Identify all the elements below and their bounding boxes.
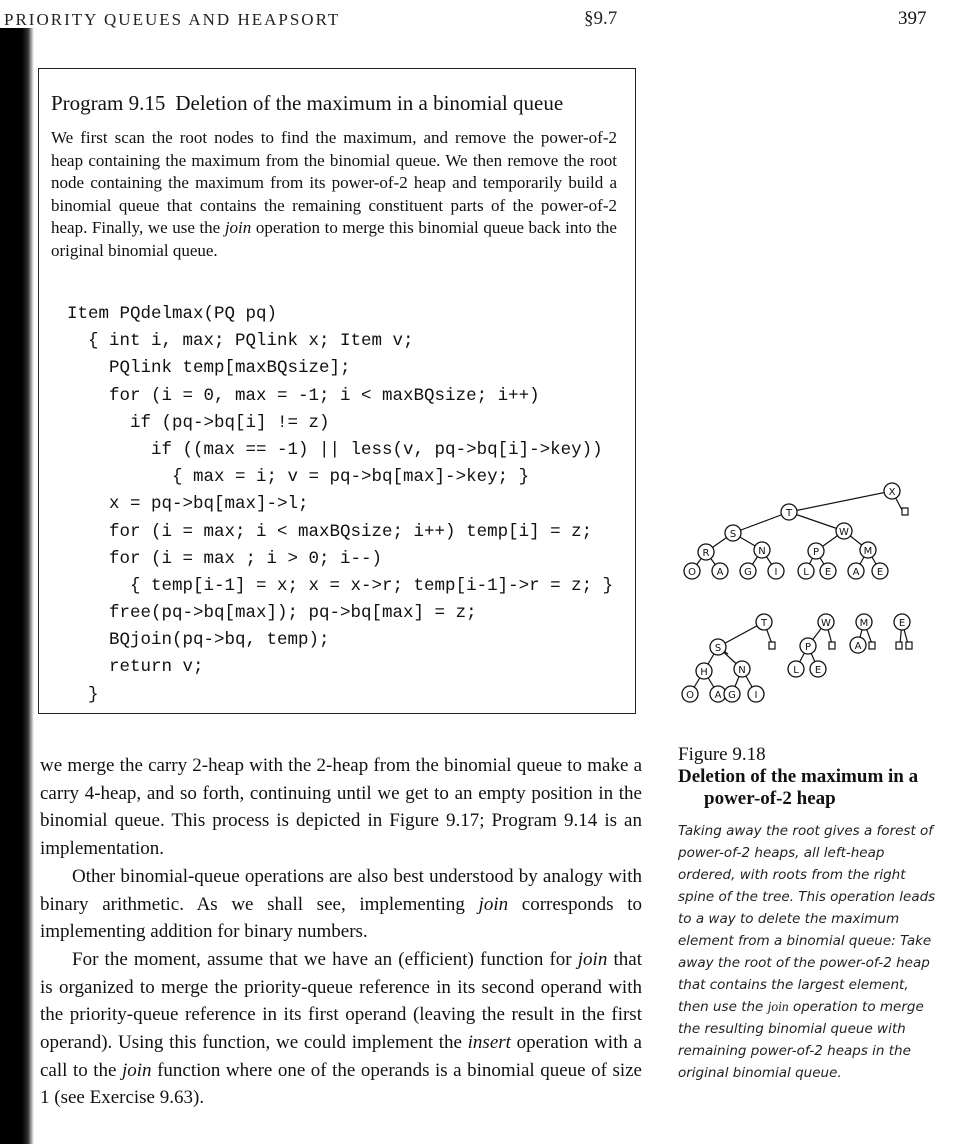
node-label: O (688, 567, 696, 578)
program-heading: Deletion of the maximum in a binomial queue (175, 91, 564, 115)
node-label: E (898, 618, 906, 629)
node-label: G (728, 690, 736, 701)
page-header (0, 4, 956, 28)
code-line: for (i = max ; i > 0; i--) (67, 548, 383, 569)
code-line: { temp[i-1] = x; x = x->r; temp[i-1]->r = z; } (67, 575, 614, 596)
program-title (51, 91, 563, 116)
figure-caption (678, 744, 940, 1084)
node-label: O (686, 690, 694, 701)
node-label: W (821, 618, 831, 629)
node-label: T (785, 508, 793, 519)
node-label: N (738, 665, 746, 676)
node-label: E (824, 567, 832, 578)
node-label: I (754, 690, 758, 701)
node-label: P (812, 547, 820, 558)
node-label: L (793, 665, 799, 676)
figure-title: Deletion of the maximum in a power-of-2 heap (678, 766, 919, 809)
node-label: L (803, 567, 809, 578)
tree-node-labels (686, 487, 905, 701)
running-head: PRIORITY QUEUES AND HEAPSORT (4, 10, 341, 29)
program-box (38, 68, 636, 714)
code-line: { max = i; v = pq->bq[max]->key; } (67, 467, 530, 488)
code-listing (67, 301, 613, 709)
code-line: if (pq->bq[i] != z) (67, 412, 330, 433)
node-label: M (859, 618, 869, 629)
node-label: N (758, 546, 766, 557)
node-label: W (839, 527, 849, 538)
code-line: Item PQdelmax(PQ pq) (67, 304, 278, 324)
node-label: P (804, 642, 812, 653)
node-label: M (863, 546, 873, 557)
body-paragraph-1: we merge the carry 2-heap with the 2-heap from the binomial queue to make a carry 4-heap, and so forth, continuing until we get to an empty position in the binomial queue. This process is depicted in Figure 9.17; Program 9.14 is an implementation. (40, 755, 642, 860)
node-label: S (729, 529, 737, 540)
node-label: A (714, 690, 722, 701)
code-line: PQlink temp[maxBQsize]; (67, 358, 351, 379)
figure-caption-text: Taking away the root gives a forest of power-of-2 heaps, all left-heap ordered, with roots from the right spine of the tree. This operation leads to a way to delete the maximum element from a binomial queue: Take away the root of the power-of-2 heap that contains the largest element, then use the join operation to merge the resulting binomial queue with remaining power-of-2 heaps in the original binomial queue. (678, 823, 936, 1081)
body-paragraph-2: Other binomial-queue operations are also best understood by analogy with binary arithmetic. As we shall see, implementing join corresponds to implementing addition for binary numbers. (40, 865, 643, 943)
code-line: for (i = max; i < maxBQsize; i++) temp[i] = z; (67, 521, 593, 542)
node-label: R (702, 548, 710, 559)
code-line: x = pq->bq[max]->l; (67, 494, 309, 515)
figure-diagram (672, 476, 932, 716)
code-line: { int i, max; PQlink x; Item v; (67, 331, 414, 352)
node-label: A (716, 567, 724, 578)
book-spine-shadow (0, 28, 34, 1144)
node-label: X (888, 487, 896, 498)
node-label: A (854, 641, 862, 652)
node-label: T (760, 618, 768, 629)
node-label: E (876, 567, 884, 578)
code-line: return v; (67, 657, 204, 678)
node-label: H (700, 667, 708, 678)
body-text (40, 752, 642, 1112)
node-label: I (774, 567, 778, 578)
code-line: BQjoin(pq->bq, temp); (67, 630, 330, 651)
node-label: E (814, 665, 822, 676)
page-number: 397 (898, 8, 927, 29)
body-paragraph-3: For the moment, assume that we have an (efficient) function for join that is organized to merge the priority-queue reference in its second operand with the priority-queue reference in its first operand (leaving the result in the first operand). Using this function, we could implement the insert operation with a call to the join function where one of the operands is a binomial queue of size 1 (see Exercise 9.63). (40, 948, 642, 1109)
node-label: A (852, 567, 860, 578)
heap-diagram (672, 476, 932, 716)
figure-label: Figure 9.18 (678, 744, 766, 765)
code-line: } (67, 684, 99, 705)
code-line: if ((max == -1) || less(v, pq->bq[i]->key)) (67, 439, 603, 460)
node-label: G (744, 567, 752, 578)
code-line: for (i = 0, max = -1; i < maxBQsize; i++) (67, 385, 540, 406)
program-number: Program 9.15 (51, 91, 166, 115)
code-line: free(pq->bq[max]); pq->bq[max] = z; (67, 603, 477, 624)
node-label: S (714, 643, 722, 654)
section-number: §9.7 (584, 8, 618, 29)
program-description: We first scan the root nodes to find the maximum, and remove the power-of-2 heap containing the maximum from the binomial queue. We then remove the root node containing the maximum from its power-of-2 heap and temporarily build a binomial queue that contains the remaining constituent parts of the power-of-2 heap. Finally, we use the join operation to merge this binomial queue back into the original binomial queue. (51, 128, 617, 260)
